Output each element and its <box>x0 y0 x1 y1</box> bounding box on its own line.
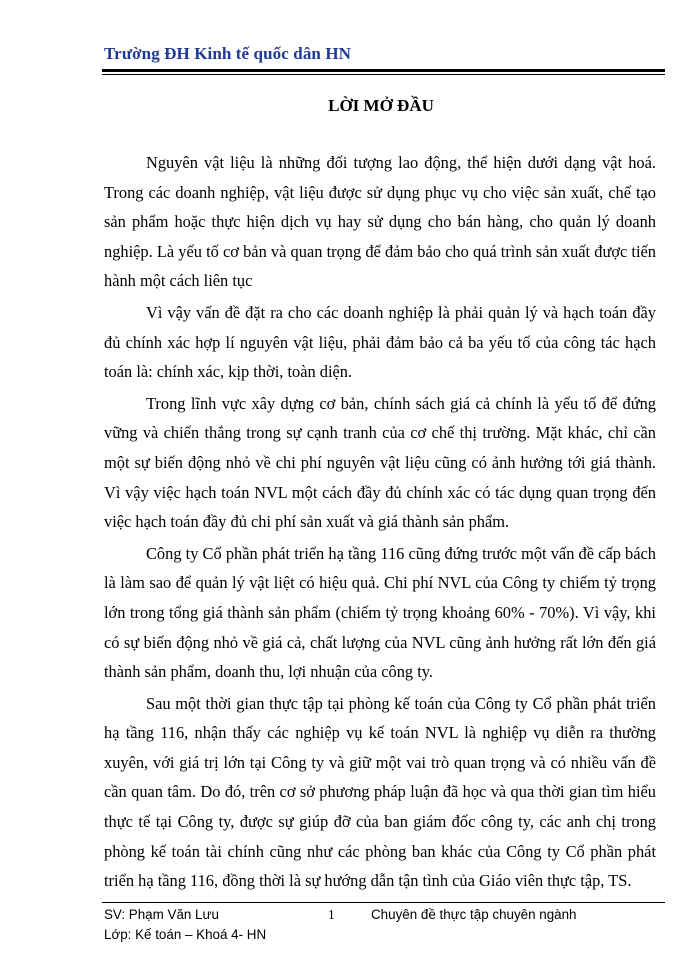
footer-student-name: SV: Phạm Văn Lưu <box>104 907 219 922</box>
footer-student-info <box>104 905 266 945</box>
footer-rule <box>102 902 665 903</box>
footer-class: Lớp: Kế toán – Khoá 4- HN <box>104 927 267 942</box>
header-school-name: Trường ĐH Kinh tế quốc dân HN <box>104 44 352 63</box>
header-rule-thin <box>102 74 665 75</box>
footer-report-type: Chuyên đề thực tập chuyên ngành <box>371 907 577 922</box>
page-title: LỜI MỞ ĐẦU <box>328 96 434 115</box>
paragraph: Công ty Cổ phần phát triển hạ tầng 116 cũng đứng trước một vấn đề cấp bách là làm sao để quản lý vật liệt có hiệu quả. Chi phí NVL của Công ty chiếm tỷ trọng lớn trong tổng giá thành sản phẩm (chiếm tỷ trọng khoảng 60% - 70%). Vì vậy, khi có sự biến động nhỏ về giá cả, chất lượng của NVL cũng ảnh hưởng rất lớn đến giá thành sản phẩm, doanh thu, lợi nhuận của công ty. <box>104 543 656 682</box>
header-rule-thick <box>102 69 665 72</box>
body-text <box>104 148 656 898</box>
paragraph: Nguyên vật liệu là những đối tượng lao động, thể hiện dưới dạng vật hoá. Trong các doanh nghiệp, vật liệu được sử dụng phục vụ cho việc sản xuất, chế tạo sản phẩm hoặc thực hiện dịch vụ hay sử dụng cho bán hàng, cho quản lý doanh nghiệp. Là yếu tố cơ bản và quan trọng để đảm bảo cho quá trình sản xuất được tiến hành một cách liên tục <box>104 153 656 291</box>
paragraph: Vì vậy vấn đề đặt ra cho các doanh nghiệp là phải quản lý và hạch toán đầy đủ chính xác hợp lí nguyên vật liệu, phải đảm bảo cả ba yếu tố của công tác hạch toán là: chính xác, kịp thời, toàn diện. <box>104 302 656 382</box>
paragraph: Trong lĩnh vực xây dựng cơ bản, chính sách giá cả chính là yếu tố để đứng vững và chiến thắng trong sự cạnh tranh của cơ chế thị trường. Mặt khác, chỉ cần một sự biến động nhỏ về chi phí nguyên vật liệu cũng có ảnh hưởng tới giá thành. Vì vậy việc hạch toán NVL một cách đầy đủ chính xác có tác dụng quan trọng đến việc hạch toán đầy đủ chi phí sản xuất và giá thành sản phẩm. <box>104 393 656 532</box>
paragraph: Sau một thời gian thực tập tại phòng kế toán của Công ty Cổ phần phát triển hạ tầng 116, nhận thấy các nghiệp vụ kế toán NVL là nghiệp vụ diễn ra thường xuyên, với giá trị lớn tại Công ty và giữ một vai trò quan trọng và có nhiều vấn đề cần quan tâm. Do đó, trên cơ sở phương pháp luận đã học và qua thời gian tìm hiểu thực tế tại Công ty, được sự giúp đỡ của ban giám đốc công ty, các anh chị trong phòng kế toán tài chính cũng như các phòng ban khác của Công ty Cổ phần phát triển hạ tầng 116, đồng thời là sự hướng dẫn tận tình của Giáo viên thực tập, TS. <box>104 693 656 891</box>
page-number: 1 <box>328 907 335 922</box>
